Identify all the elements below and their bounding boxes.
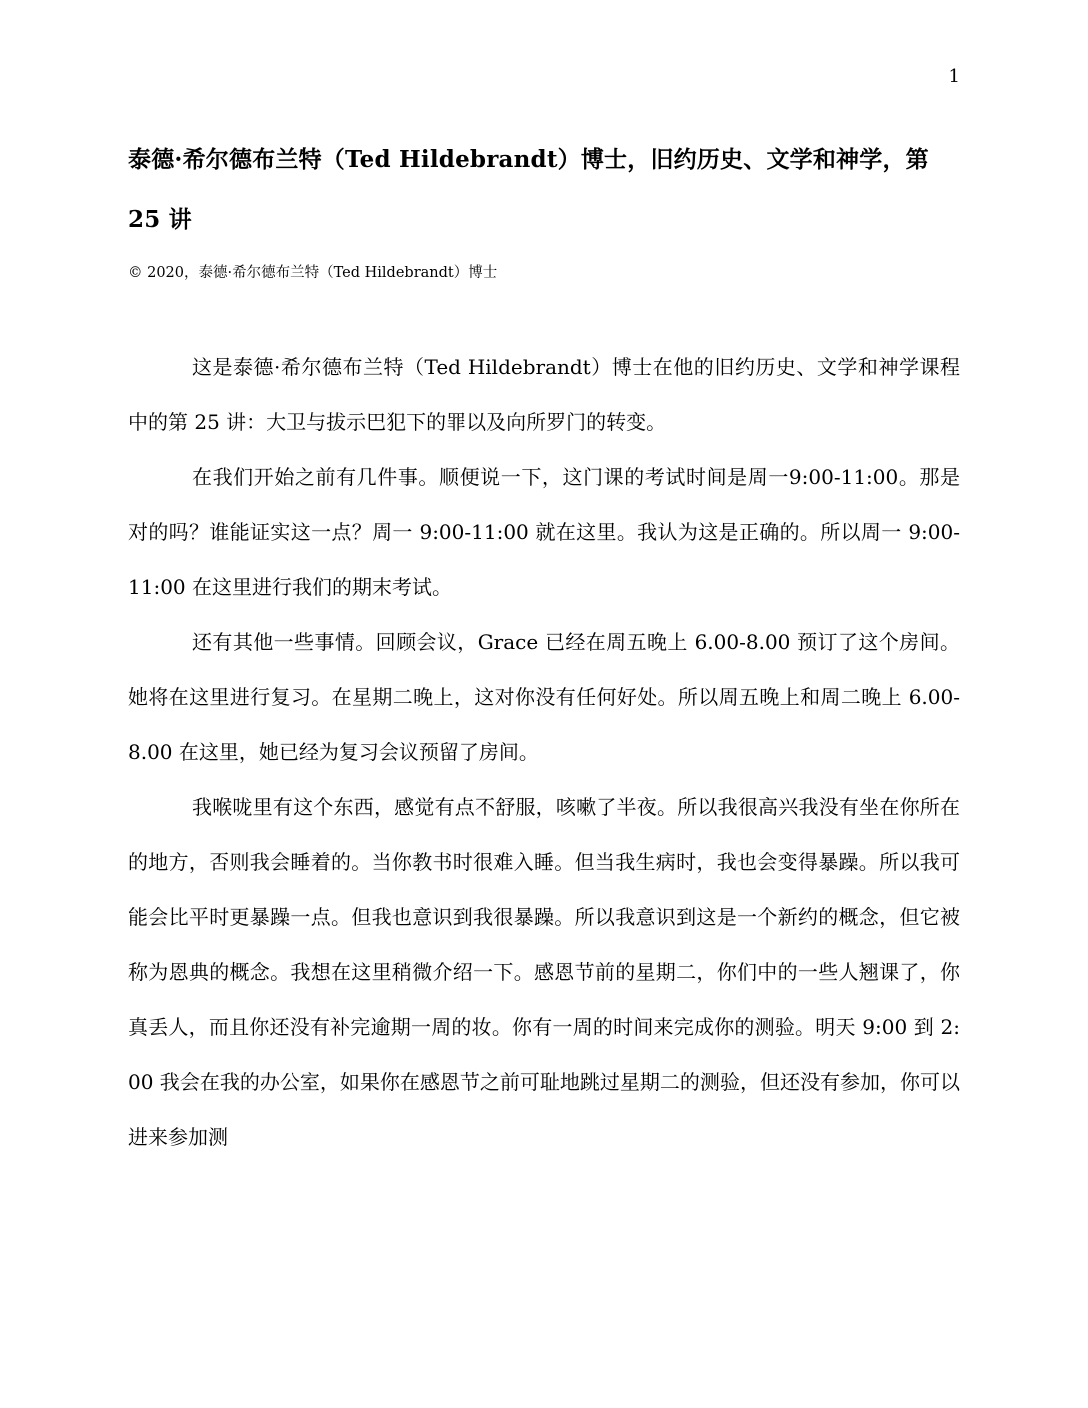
page-number: 1 — [948, 66, 960, 87]
document-title: 泰德·希尔德布兰特（Ted Hildebrandt）博士，旧约历史、文学和神学，第 25 讲 — [128, 146, 929, 233]
paragraph-review-session: 还有其他一些事情。回顾会议，Grace 已经在周五晚上 6.00-8.00 预订了这个房间。她将在这里进行复习。在星期二晚上，这对你没有任何好处。所以周五晚上和周二晚上 6.00-8.00 在这里，她已经为复习会议预留了房间。 — [128, 630, 960, 764]
paragraph-intro: 这是泰德·希尔德布兰特（Ted Hildebrandt）博士在他的旧约历史、文学和神学课程中的第 25 讲：大卫与拔示巴犯下的罪以及向所罗门的转变。 — [128, 355, 960, 434]
paragraph-grace: 我喉咙里有这个东西，感觉有点不舒服，咳嗽了半夜。所以我很高兴我没有坐在你所在的地方，否则我会睡着的。当你教书时很难入睡。但当我生病时，我也会变得暴躁。所以我可能会比平时更暴躁一点。但我也意识到我很暴躁。所以我意识到这是一个新约的概念，但它被称为恩典的概念。我想在这里稍微介绍一下。感恩节前的星期二，你们中的一些人翘课了，你真丢人，而且你还没有补完逾期一周的妆。你有一周的时间来完成你的测验。明天 9:00 到 2:00 我会在我的办公室，如果你在感恩节之前可耻地跳过星期二的测验，但还没有参加，你可以进来参加测 — [128, 795, 960, 1149]
paragraph-exam-time: 在我们开始之前有几件事。顺便说一下，这门课的考试时间是周一9:00-11:00。那是对的吗？谁能证实这一点？周一 9:00-11:00 就在这里。我认为这是正确的。所以周一 9:00-11:00 在这里进行我们的期末考试。 — [128, 465, 960, 599]
document-body — [128, 340, 960, 1165]
copyright-notice: © 2020，泰德·希尔德布兰特（Ted Hildebrandt）博士 — [128, 265, 498, 281]
